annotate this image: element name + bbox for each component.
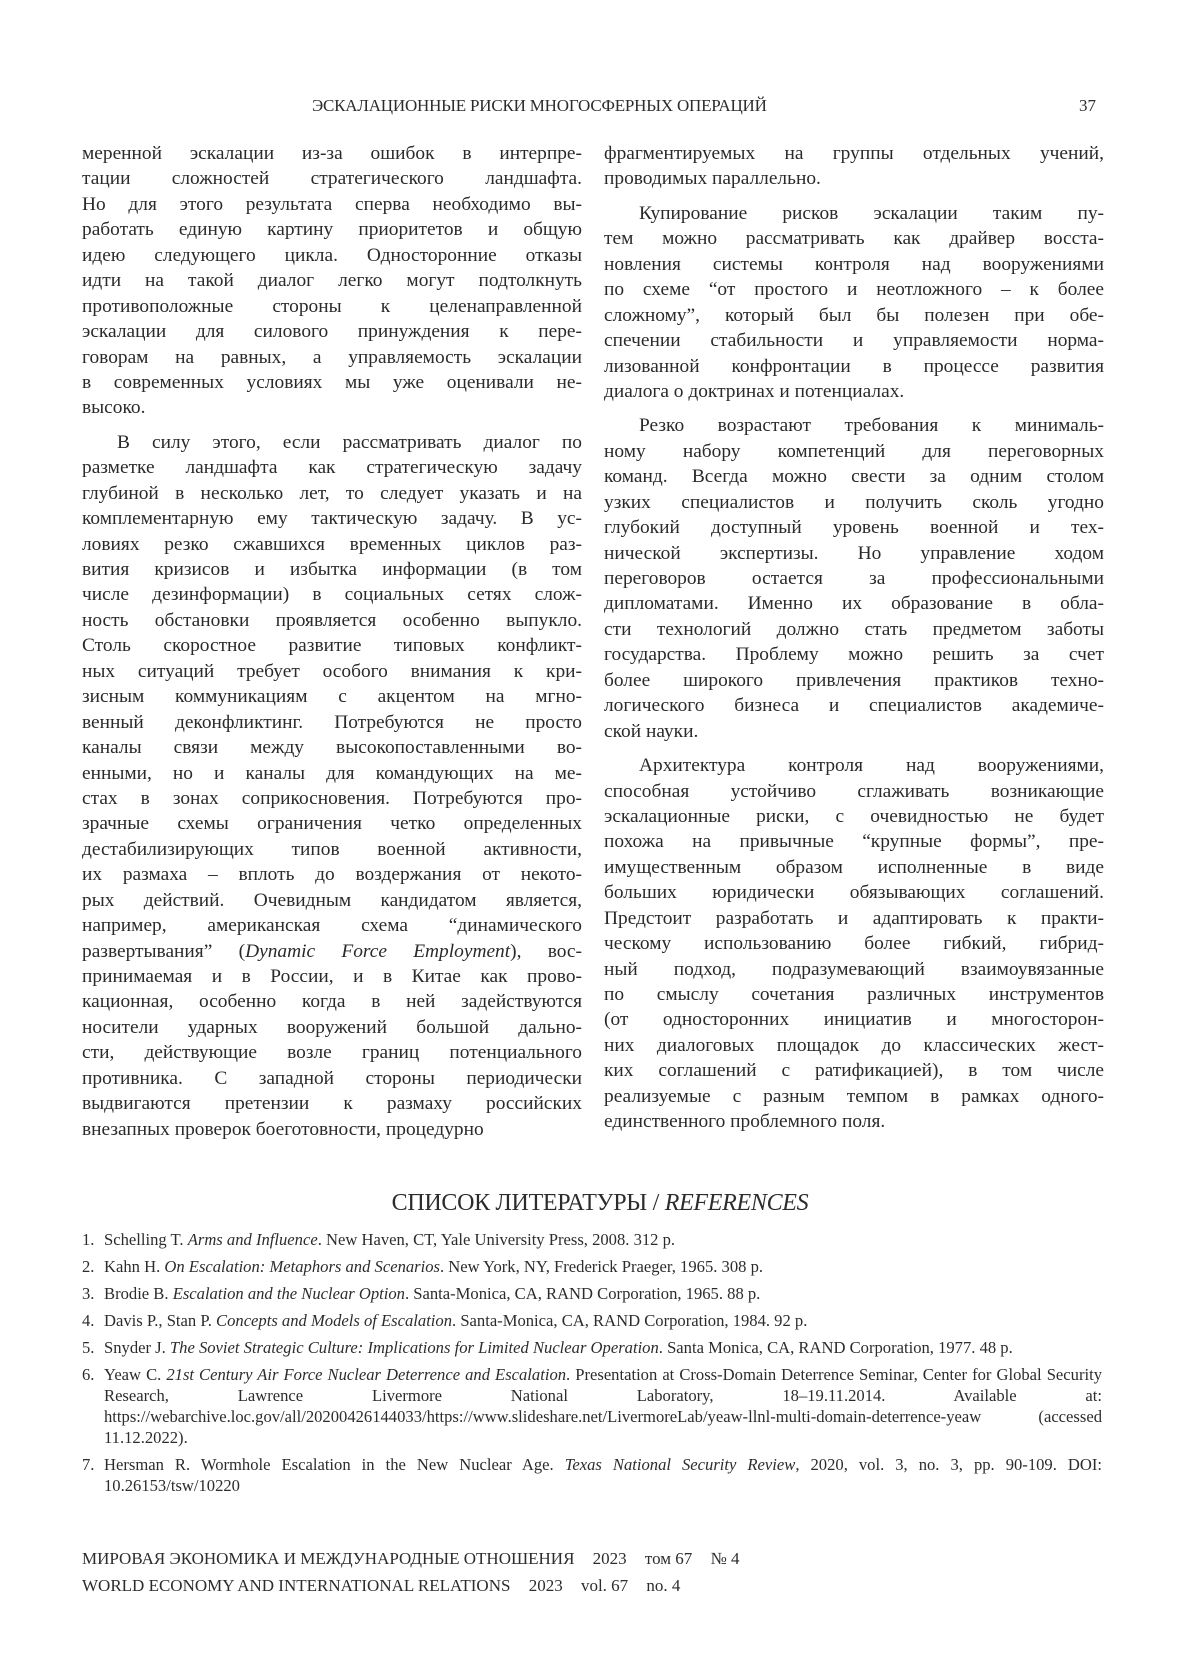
reference-title: Texas National Security Review (564, 1455, 796, 1474)
text-line: носители ударных вооружений большой дально- (82, 1016, 582, 1038)
text-line: стах в зонах соприкосновения. Потребуются про- (82, 787, 582, 809)
text-line: ному набору компетенций для переговорных (604, 440, 1104, 462)
right-column (604, 141, 1104, 1135)
references-heading-ru: СПИСОК ЛИТЕРАТУРЫ / (391, 1190, 665, 1216)
reference-text (104, 1229, 1102, 1250)
reference-number: 2. (82, 1257, 95, 1276)
text-line: ких соглашений с ратификацией), в том числе (604, 1060, 1104, 1082)
reference-number: 4. (82, 1311, 95, 1330)
text-line: диалога о доктринах и потенциалах. (604, 380, 905, 402)
reference-title: Arms and Influence (187, 1230, 318, 1249)
reference-author: Snyder J. (104, 1338, 170, 1357)
reference-details: . New York, NY, Frederick Praeger, 1965. 308 p. (440, 1257, 764, 1276)
reference-author: Davis P., Stan P. (104, 1311, 217, 1330)
text-line: узких специалистов и получить сколь угодно (604, 491, 1104, 513)
journal-footer (82, 1545, 740, 1599)
reference-title: The Soviet Strategic Culture: Implications for Limited Nuclear Operation (169, 1338, 659, 1357)
text-line: логического бизнеса и специалистов академиче- (604, 695, 1104, 717)
journal-issue-en: no. 4 (646, 1576, 681, 1595)
reference-number: 6. (82, 1365, 95, 1384)
paragraph (604, 413, 1104, 744)
journal-issue-ru: № 4 (710, 1549, 740, 1568)
text-line: Столь скоростное развитие типовых конфликт- (82, 635, 582, 657)
paragraph (82, 430, 582, 1142)
text-line: идти на такой диалог легко могут подтолкнуть (82, 270, 582, 292)
paragraph (604, 201, 1104, 405)
text-line: переговоров остается за профессиональными (604, 568, 1104, 589)
text-line: каналы связи между высокопоставленными во- (82, 737, 582, 759)
text-line: более широкого привлечения практиков техно- (604, 669, 1104, 691)
text-line: Резко возрастают требования к минималь- (639, 415, 1104, 437)
text-line: числе дезинформации) в социальных сетях слож- (82, 584, 582, 606)
text-line: способная устойчиво сглаживать возникающие (604, 780, 1104, 802)
paragraph (604, 141, 1104, 192)
text-line: Купирование рисков эскалации таким пу- (639, 202, 1104, 224)
reference-item (82, 1229, 1102, 1250)
text-line: ловиях резко сжавшихся временных циклов раз- (82, 533, 582, 555)
left-column (82, 141, 582, 1142)
text-line: больших юридически обязывающих соглашений. (604, 882, 1104, 904)
reference-number: 5. (82, 1338, 95, 1357)
references-list (82, 1229, 1102, 1502)
text-line: глубокий доступный уровень военной и тех- (604, 517, 1104, 539)
text-line: кационная, особенно когда в ней задействуются (82, 991, 582, 1013)
journal-year-en: 2023 (528, 1576, 563, 1595)
text-line: проводимых параллельно. (604, 168, 821, 190)
text-line: в современных условиях мы уже оценивали не- (82, 371, 582, 393)
text-line: их размаха – вплоть до воздержания от некото- (82, 864, 582, 886)
text-line: имущественным образом исполненные в виде (604, 856, 1104, 878)
running-head (0, 96, 1200, 120)
text-line: по схеме “от простого и неотложного – к более (604, 279, 1104, 301)
reference-details: . New Haven, CT, Yale University Press, 2008. 312 p. (317, 1230, 676, 1249)
journal-year-ru: 2023 (592, 1549, 627, 1568)
reference-text (104, 1454, 1102, 1496)
reference-author: Yeaw C. (104, 1365, 167, 1384)
text-line: разметке ландшафта как стратегическую задачу (82, 457, 582, 479)
text-line: ность обстановки проявляется особенно выпукло. (82, 609, 582, 631)
text-segment: ), вос- (510, 940, 582, 962)
text-line: сложному”, который был бы полезен при обе- (604, 304, 1104, 326)
text-line: В силу этого, если рассматривать диалог по (117, 431, 582, 453)
reference-author: Kahn H. (104, 1257, 165, 1276)
text-line: вития кризисов и избытка информации (в том (82, 559, 582, 580)
text-line: них диалоговых площадок до классических жест- (604, 1034, 1104, 1056)
text-line: говорам на равных, а управляемость эскалации (82, 346, 582, 368)
text-line: спечении стабильности и управляемости норма- (604, 330, 1104, 352)
page-number: 37 (1079, 96, 1096, 115)
paragraph-gap (604, 404, 1104, 413)
reference-text (104, 1337, 1102, 1358)
text-line: зрачные схемы ограничения четко определенных (82, 813, 582, 835)
text-line: (от односторонних инициатив и многосторон- (604, 1009, 1104, 1031)
text-line: Предстоит разработать и адаптировать к практи- (604, 907, 1104, 929)
reference-text (104, 1364, 1102, 1448)
reference-text (104, 1310, 1102, 1331)
text-line: фрагментируемых на группы отдельных учений, (604, 143, 1104, 164)
paragraph-gap (604, 192, 1104, 201)
text-line: комплементарную ему тактическую задачу. В ус- (82, 508, 582, 530)
text-line: государства. Проблему можно решить за счет (604, 644, 1104, 666)
text-line: нической экспертизы. Но управление ходом (604, 542, 1104, 564)
paragraph (82, 141, 582, 421)
paragraph-gap (82, 421, 582, 430)
text-line: противоположные стороны к целенаправленной (82, 295, 582, 317)
text-line: тации сложностей стратегического ландшафта. (82, 168, 582, 190)
text-line (82, 939, 582, 964)
italic-term: Dynamic Force Employment (245, 940, 511, 962)
text-line: работать единую картину приоритетов и общую (82, 219, 582, 241)
footer-line-ru (82, 1545, 740, 1572)
text-line: похожа на привычные “крупные формы”, пре- (604, 831, 1104, 853)
reference-text (104, 1256, 1102, 1277)
text-line: высоко. (82, 397, 146, 419)
text-line: тем можно рассматривать как драйвер восста- (604, 228, 1104, 250)
text-line: дипломатами. Именно их образование в обла- (604, 593, 1104, 615)
reference-number: 7. (82, 1455, 95, 1474)
reference-title: On Escalation: Metaphors and Scenarios (164, 1257, 440, 1276)
reference-number: 1. (82, 1230, 95, 1249)
footer-line-en (82, 1572, 740, 1599)
reference-author: Hersman R. Wormhole Escalation in the New Nuclear Age. (104, 1455, 565, 1474)
reference-details: . Presentation at Cross-Domain Deterrence Seminar, Center for Global Security Research, Lawrence Livermore National Laboratory, 18–19.11.2014. Available at: https://webarchive.loc.gov/all/20200426144033/https://www.slideshare.net/LivermoreLab/yeaw-llnl-multi-domain-deterrence-yeaw (accessed 11.12.2022). (104, 1365, 1102, 1447)
text-line: эскалационные риски, с очевидностью не будет (604, 805, 1104, 827)
text-line: сти технологий должно стать предметом заботы (604, 618, 1104, 640)
text-line: идею следующего цикла. Односторонние отказы (82, 244, 582, 266)
text-segment: развертывания” ( (82, 940, 246, 962)
text-line: рых действий. Очевидным кандидатом является, (82, 889, 582, 911)
text-line: по смыслу сочетания различных инструментов (604, 984, 1104, 1005)
text-line: енными, но и каналы для командующих на ме- (82, 762, 582, 784)
journal-name-en: WORLD ECONOMY AND INTERNATIONAL RELATIONS (82, 1576, 511, 1595)
reference-item (82, 1364, 1102, 1448)
reference-item (82, 1310, 1102, 1331)
text-line: внезапных проверок боеготовности, процедурно (82, 1118, 484, 1140)
text-line: зисным коммуникациям с акцентом на мгно- (82, 686, 582, 708)
text-line: Архитектура контроля над вооружениями, (639, 755, 1104, 777)
reference-item (82, 1283, 1102, 1304)
reference-text (104, 1283, 1102, 1304)
references-heading (0, 1190, 1200, 1217)
journal-volume-en: vol. 67 (580, 1576, 629, 1595)
text-line: дестабилизирующих типов военной активности, (82, 838, 582, 860)
reference-details: . Santa-Monica, CA, RAND Corporation, 1984. 92 p. (452, 1311, 808, 1330)
journal-volume-ru: том 67 (644, 1549, 693, 1568)
running-title: ЭСКАЛАЦИОННЫЕ РИСКИ МНОГОСФЕРНЫХ ОПЕРАЦИЙ (312, 96, 767, 115)
reference-author: Schelling T. (104, 1230, 188, 1249)
text-line: эскалации для силового принуждения к пере- (82, 321, 582, 343)
text-line: принимаемая и в России, и в Китае как прово- (82, 966, 582, 987)
reference-title: Escalation and the Nuclear Option (172, 1284, 405, 1303)
text-line: реализуемые с разным темпом в рамках одного- (604, 1085, 1104, 1107)
reference-item (82, 1256, 1102, 1277)
text-line: лизованной конфронтации в процессе развития (604, 355, 1104, 377)
reference-details: . Santa-Monica, CA, RAND Corporation, 1965. 88 p. (404, 1284, 761, 1303)
text-line: выдвигаются претензии к размаху российских (82, 1093, 582, 1115)
text-line: например, американская схема “динамического (82, 915, 582, 937)
text-line: новления системы контроля над вооружениями (604, 253, 1104, 275)
text-line: ской науки. (604, 720, 699, 742)
reference-number: 3. (82, 1284, 95, 1303)
text-line: глубиной в несколько лет, то следует указать и на (82, 482, 582, 504)
text-line: меренной эскалации из-за ошибок в интерпре- (82, 143, 582, 164)
reference-item (82, 1454, 1102, 1496)
journal-name-ru: МИРОВАЯ ЭКОНОМИКА И МЕЖДУНАРОДНЫЕ ОТНОШЕНИЯ (82, 1549, 575, 1568)
paragraph (604, 753, 1104, 1135)
reference-details: . Santa Monica, CA, RAND Corporation, 1977. 48 p. (658, 1338, 1013, 1357)
text-line: команд. Всегда можно свести за одним столом (604, 466, 1104, 488)
text-line: ческому использованию более гибкий, гибрид- (604, 933, 1104, 955)
reference-author: Brodie B. (104, 1284, 173, 1303)
reference-title: Concepts and Models of Escalation (216, 1311, 453, 1330)
text-line: противника. С западной стороны периодически (82, 1067, 582, 1089)
text-line: единственного проблемного поля. (604, 1111, 886, 1133)
references-heading-en: REFERENCES (664, 1190, 809, 1216)
text-line: венный деконфликтинг. Потребуются не просто (82, 711, 582, 733)
reference-title: 21st Century Air Force Nuclear Deterrence and Escalation (166, 1365, 567, 1384)
text-line: Но для этого результата сперва необходимо вы- (82, 193, 582, 215)
paragraph-gap (604, 744, 1104, 753)
text-line: ный подход, подразумевающий взаимоувязанные (604, 958, 1104, 980)
text-line: ных ситуаций требует особого внимания к кри- (82, 660, 582, 682)
text-line: сти, действующие возле границ потенциального (82, 1042, 582, 1064)
reference-item (82, 1337, 1102, 1358)
reference-details: , 2020, vol. 3, no. 3, pp. 90-109. DOI: 10.26153/tsw/10220 (104, 1455, 1102, 1495)
